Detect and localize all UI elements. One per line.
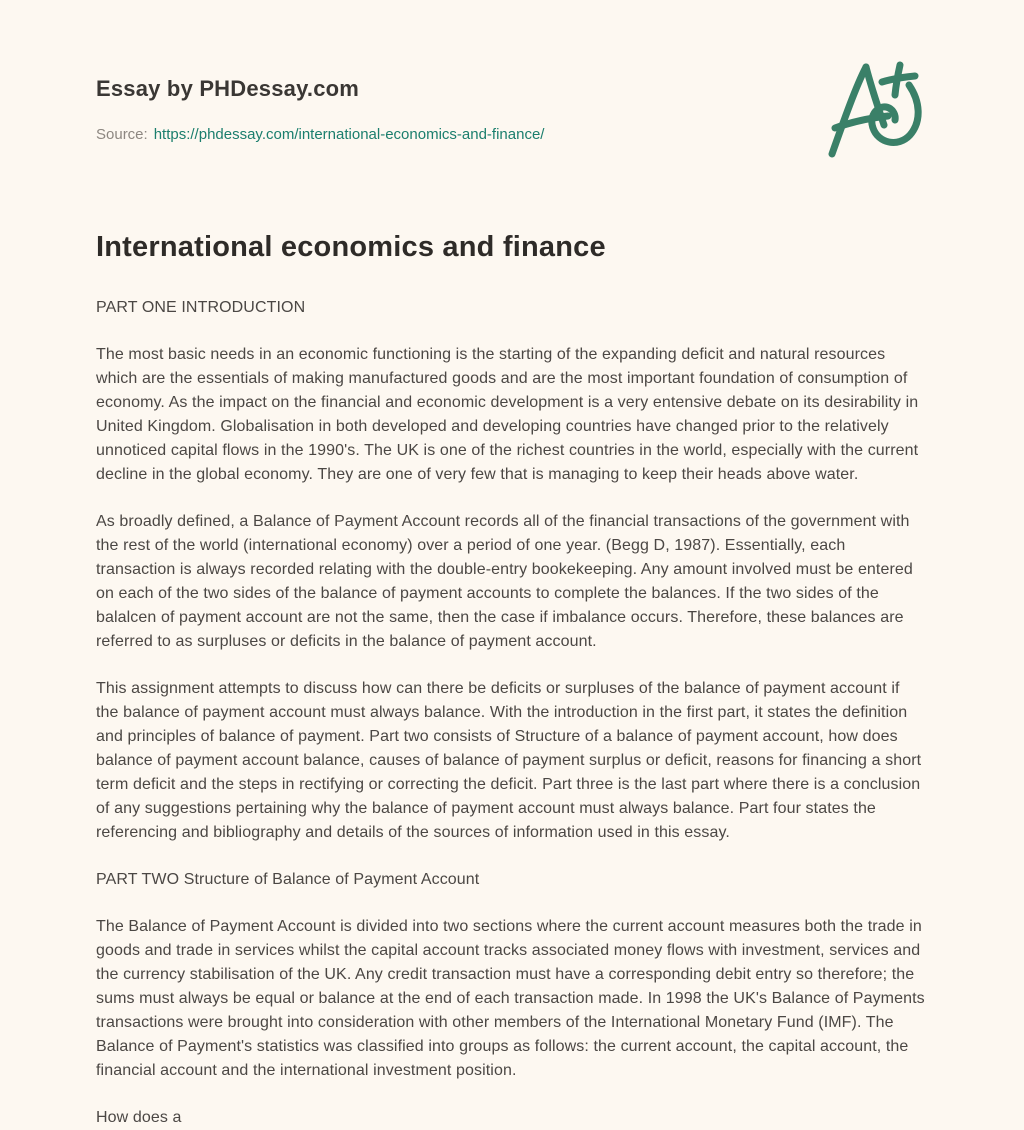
- page-title: International economics and finance: [96, 231, 606, 263]
- section-heading-part-two: PART TWO Structure of Balance of Payment Account: [96, 871, 480, 888]
- essay-paragraph-1: The most basic needs in an economic functioning is the starting of the expanding deficit and natural resources which are the essentials of making manufactured goods and are the most important foundation of consumption of economy. As the impact on the financial and economic development is a very entensive debate on its desirability in United Kingdom. Globalisation in both developed and developing countries have changed prior to the relatively unnoticed capital flows in the 1990's. The UK is one of the richest countries in the world, especially with the current decline in the global economy. They are one of very few that is managing to keep their heads above water.: [96, 346, 919, 483]
- essay-paragraph-4: The Balance of Payment Account is divided into two sections where the current account measures both the trade in goods and trade in services whilst the capital account tracks associated money flows with investment, services and the currency stabilisation of the UK. Any credit transaction must have a corresponding debit entry so therefore; the sums must always be equal or balance at the end of each transaction made. In 1998 the UK's Balance of Payments transactions were brought into consideration with other members of the International Monetary Fund (IMF). The Balance of Payment's statistics was classified into groups as follows: the current account, the capital account, the financial account and the international investment position.: [96, 918, 925, 1079]
- a-plus-logo-icon: [822, 58, 926, 166]
- section-heading-part-one: PART ONE INTRODUCTION: [96, 299, 306, 316]
- source-line: [96, 126, 928, 143]
- page-header: [96, 76, 928, 143]
- essay-body: [96, 231, 928, 1130]
- byline: Essay by PHDessay.com: [96, 76, 360, 101]
- source-label: Source:: [96, 126, 148, 143]
- essay-paragraph-5: How does a: [96, 1109, 182, 1126]
- essay-paragraph-2: As broadly defined, a Balance of Payment Account records all of the financial transactions of the government with the rest of the world (international economy) over a period of one year. (Begg D, 1987). Essentially, each transaction is always recorded relating with the double-entry bookekeeping. Any amount involved must be entered on each of the two sides of the balance of payment accounts to complete the balances. If the two sides of the balalcen of payment account are not the same, then the case if imbalance occurs. Therefore, these balances are referred to as surpluses or deficits in the balance of payment account.: [96, 513, 913, 650]
- source-link[interactable]: https://phdessay.com/international-economics-and-finance/: [153, 126, 545, 143]
- essay-paragraph-3: This assignment attempts to discuss how can there be deficits or surpluses of the balance of payment account if the balance of payment account must always balance. With the introduction in the first part, it states the definition and principles of balance of payment. Part two consists of Structure of a balance of payment account, how does balance of payment account balance, causes of balance of payment surplus or deficit, reasons for financing a short term deficit and the steps in rectifying or correcting the deficit. Part three is the last part where there is a conclusion of any suggestions pertaining why the balance of payment account must always balance. Part four states the referencing and bibliography and details of the sources of information used in this essay.: [96, 680, 922, 841]
